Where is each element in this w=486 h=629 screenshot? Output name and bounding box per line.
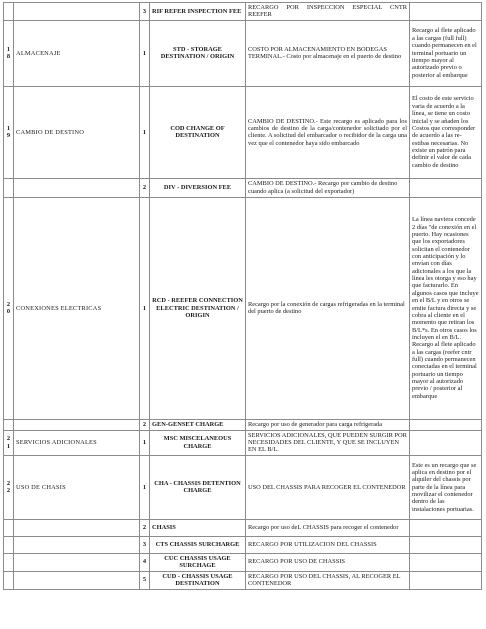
row-sub-number: 1: [140, 455, 150, 519]
row-sub-number: 2: [140, 419, 150, 430]
table-row: [4, 197, 482, 419]
row-sub-number: 1: [140, 20, 150, 86]
row-number: [4, 536, 14, 553]
row-description: Recargo por uso de generador para carga refrigerada: [246, 419, 410, 430]
row-note: [410, 571, 482, 589]
row-category: USO DE CHASIS: [14, 455, 140, 519]
row-category: CAMBIO DE DESTINO: [14, 86, 140, 178]
row-note: [410, 178, 482, 197]
row-number: 18: [4, 20, 14, 86]
row-sub-number: 1: [140, 430, 150, 455]
row-note: [410, 553, 482, 571]
row-sub-number: 5: [140, 571, 150, 589]
row-category: ALMACENAJE: [14, 20, 140, 86]
row-note: [410, 3, 482, 21]
row-category: [14, 553, 140, 571]
row-code: RIF REFER INSPECTION FEE: [150, 3, 246, 21]
row-description: Recargo por la conexión de cargas refrigeradas en la terminal del puerto de destino: [246, 197, 410, 419]
row-sub-number: 3: [140, 3, 150, 21]
row-note: Este es un recargo que se aplica en destino por el alquiler del chassis por parte de la línea para movilizar el contenedor dentro de las instalaciones portuarias.: [410, 455, 482, 519]
row-code: CHASIS: [150, 519, 246, 536]
row-category: [14, 536, 140, 553]
row-code: GEN-GENSET CHARGE: [150, 419, 246, 430]
row-category: [14, 419, 140, 430]
row-sub-number: 2: [140, 519, 150, 536]
row-note: [410, 419, 482, 430]
table-row: [4, 20, 482, 86]
table-row: [4, 519, 482, 536]
table-row: [4, 178, 482, 197]
row-code: MSC MISCELANEOUS CHARGE: [150, 430, 246, 455]
row-number: [4, 553, 14, 571]
table-row: [4, 430, 482, 455]
row-category: SERVICIOS ADICIONALES: [14, 430, 140, 455]
table-row: [4, 419, 482, 430]
row-sub-number: 4: [140, 553, 150, 571]
row-category: [14, 519, 140, 536]
row-note: [410, 536, 482, 553]
row-code: DIV - DIVERSION FEE: [150, 178, 246, 197]
row-code: STD - STORAGE DESTINATION / ORIGIN: [150, 20, 246, 86]
table-row: [4, 455, 482, 519]
row-code: CUC CHASSIS USAGE SURCHAGE: [150, 553, 246, 571]
row-number: 22: [4, 455, 14, 519]
row-code: RCD - REEFER CONNECTION ELECTRIC DESTINATION / ORIGIN: [150, 197, 246, 419]
row-number: 21: [4, 430, 14, 455]
row-number: [4, 571, 14, 589]
row-category: CONEXIONES ELECTRICAS: [14, 197, 140, 419]
row-number: [4, 519, 14, 536]
row-note: El costo de este servicio varia de acuerdo a la línea, se tiene un costo inicial y se añaden los Costos que corresponder de acuerdo a las re-estibas necesarias. No existe un patrón para definir el valor de cada cambio de destino: [410, 86, 482, 178]
row-number: 19: [4, 86, 14, 178]
row-number: [4, 178, 14, 197]
row-description: CAMBIO DE DESTINO.- Este recargo es aplicado para los cambios de destino de la carga/contenedor solicitado por el cliente. A solicitud del embarcador o recibidor de la carga una vez que el contenedor haya sido embarcado: [246, 86, 410, 178]
row-description: SERVICIOS ADICIONALES, QUE PUEDEN SURGIR POR NECESIDADES DEL CLIENTE, Y QUE SE INCLUYEN EN EL B/L.: [246, 430, 410, 455]
row-description: USO DEL CHASSIS PARA RECOGER EL CONTENEDOR: [246, 455, 410, 519]
row-sub-number: 1: [140, 197, 150, 419]
table-row: [4, 3, 482, 21]
row-description: RECARGO POR INSPECCION ESPECIAL CNTR REEFER: [246, 3, 410, 21]
table-row: [4, 571, 482, 589]
row-sub-number: 3: [140, 536, 150, 553]
row-category: [14, 571, 140, 589]
row-description: COSTO POR ALMACENAMIENTO EN BODEGAS TERMINAL.- Costo por almacenaje en el puerto de destino: [246, 20, 410, 86]
row-description: CAMBIO DE DESTINO.- Recargo por cambio de destino cuando aplica (a solicitud del exportador): [246, 178, 410, 197]
row-code: CHA - CHASSIS DETENTION CHARGE: [150, 455, 246, 519]
row-number: [4, 419, 14, 430]
row-code: CTS CHASSIS SURCHARGE: [150, 536, 246, 553]
row-description: RECARGO POR USO DEL CHASSIS, AL RECOGER EL CONTENEDOR: [246, 571, 410, 589]
row-sub-number: 2: [140, 178, 150, 197]
row-sub-number: 1: [140, 86, 150, 178]
row-note: [410, 430, 482, 455]
row-code: CUD - CHASSIS USAGE DESTINATION: [150, 571, 246, 589]
surcharge-table: [3, 2, 482, 590]
row-category: [14, 178, 140, 197]
row-description: RECARGO POR USO DE CHASSIS: [246, 553, 410, 571]
row-note: Recargo al flete aplicado a las cargas (full full) cuando permanecen en el terminal portuario un tiempo mayor al autorizado previo o posterior al embarque: [410, 20, 482, 86]
row-number: 20: [4, 197, 14, 419]
row-description: RECARGO POR UTILIZACION DEL CHASSIS: [246, 536, 410, 553]
table-row: [4, 553, 482, 571]
table-row: [4, 86, 482, 178]
row-note: [410, 519, 482, 536]
row-code: COD CHANGE OF DESTINATION: [150, 86, 246, 178]
table-row: [4, 536, 482, 553]
row-description: Recargo por uso deL CHASSIS para recoger el contenedor: [246, 519, 410, 536]
row-note: La línea naviera concede 2 días "de conexión en el puerto. Hay ocasiones que los exportadores solicitan el contenedor con anticipación y lo envían con días adicionales a los que la línea les otorga y eso hay que facturarlo. En algunos casos que incluye en el B/L y en otros se emite factura directa y se cobra al cliente en el momento que retiran los B/L*s. En otros casos los incluyen el en B/L. Recargo al flete aplicado a las cargas (reefer cntr full) cuando permanecen conectadas en el terminal portuario un tiempo mayor al autorizado previo / posterior al embarque: [410, 197, 482, 419]
row-category: [14, 3, 140, 21]
row-number: [4, 3, 14, 21]
